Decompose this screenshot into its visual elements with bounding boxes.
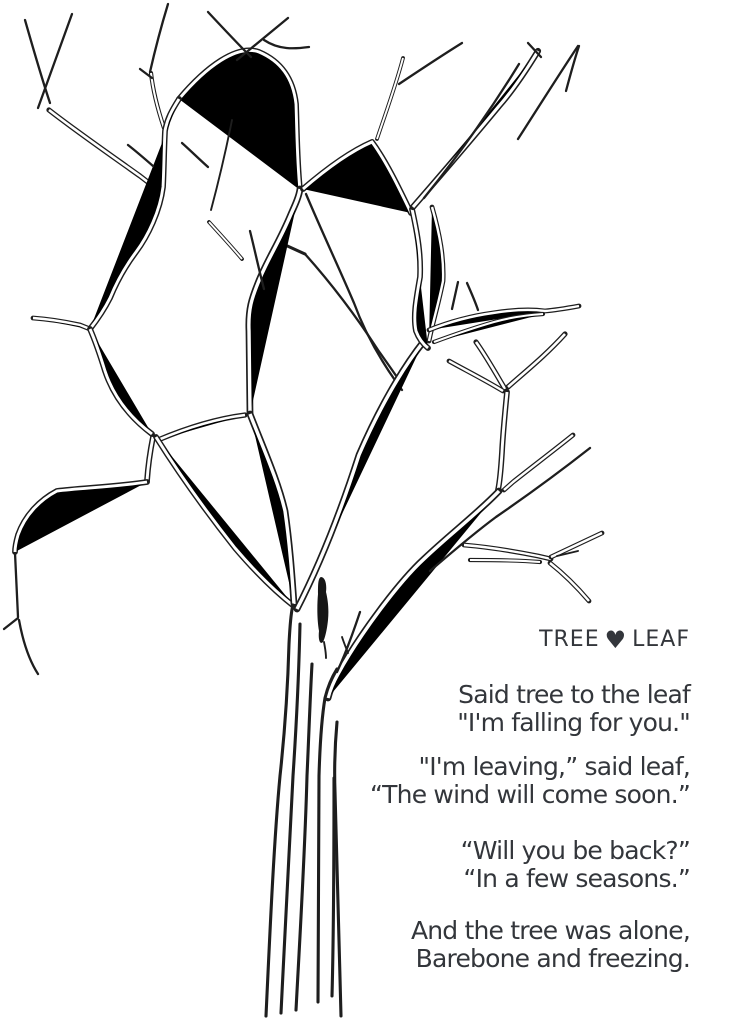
poem-stanza: [370, 837, 690, 893]
branch-inner-lines: [283, 194, 402, 390]
poem-title: [370, 627, 690, 652]
poem-line: “Will you be back?”: [460, 836, 690, 865]
poem-line: "I'm leaving,” said leaf,: [418, 752, 690, 781]
right-branch-system: [297, 51, 579, 609]
heart-icon: ♥: [604, 626, 628, 654]
title-word-tree: TREE: [539, 627, 600, 652]
poem-line: “In a few seasons.”: [463, 864, 690, 893]
poem-line: And the tree was alone,: [410, 916, 690, 945]
poem-stanza: [370, 681, 690, 737]
trunk-knot: [317, 577, 348, 658]
poem-stanza: [370, 917, 690, 973]
twig-cluster-right: [464, 533, 602, 601]
poem-line: Said tree to the leaf: [458, 680, 690, 709]
poem-stanza: [370, 753, 690, 809]
title-word-leaf: LEAF: [632, 627, 690, 652]
poem-line: “The wind will come soon.”: [370, 780, 690, 809]
poem-line: Barebone and freezing.: [415, 944, 690, 973]
poem-block: [370, 627, 690, 973]
center-stem: [249, 189, 300, 604]
poem-line: "I'm falling for you.": [457, 708, 690, 737]
